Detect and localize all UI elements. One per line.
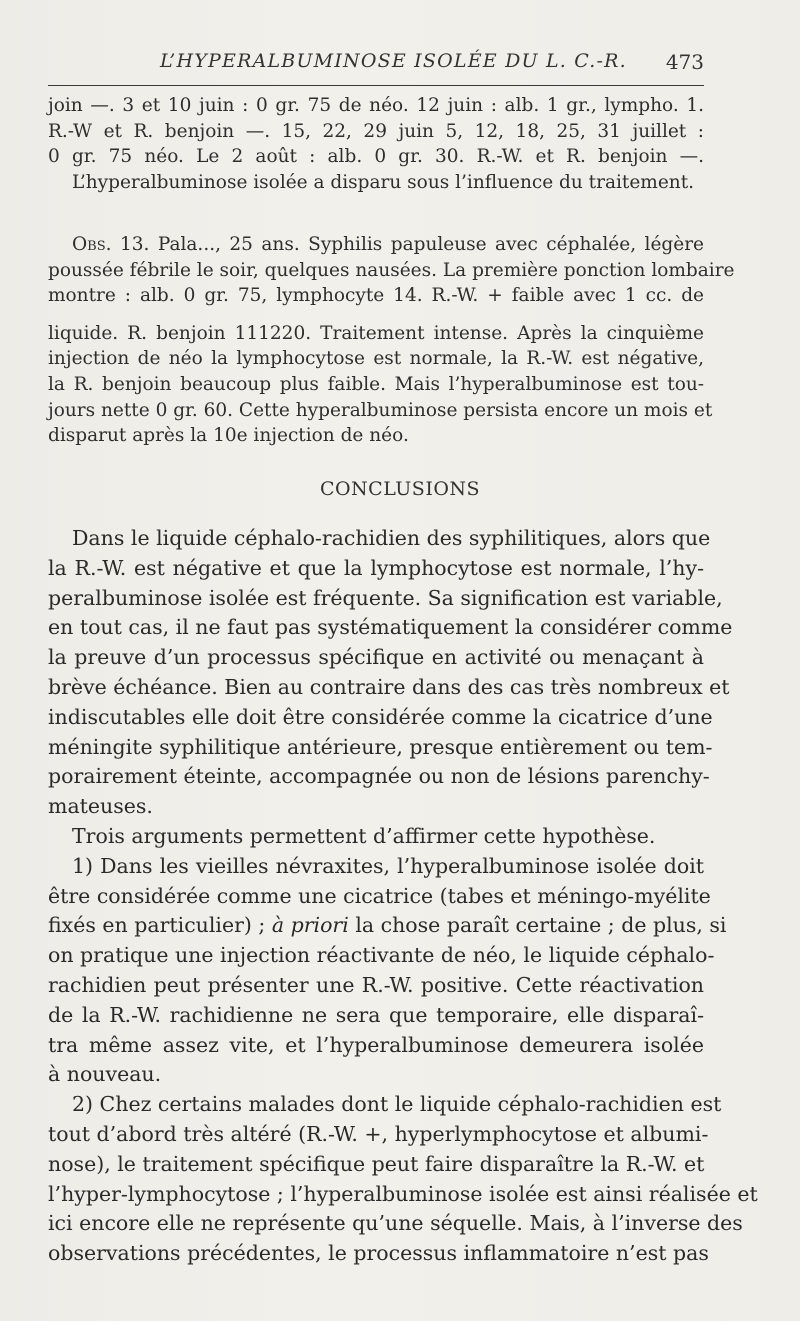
- page-number: 473: [665, 50, 704, 74]
- text-line: observations précédentes, le processus inflammatoire n’est pas: [48, 1241, 709, 1266]
- text-line-content: Pala..., 25 ans. Syphilis papuleuse avec céphalée, légère: [157, 234, 704, 255]
- text-line: Trois arguments permettent d’affirmer cette hypothèse.: [72, 823, 656, 848]
- running-title: L’HYPERALBUMINOSE ISOLÉE DU L. C.-R.: [160, 50, 627, 72]
- text-line: porairement éteinte, accompagnée ou non de lésions parenchy-: [48, 764, 710, 789]
- text-line: L’hyperalbuminose isolée a disparu sous l’influence du traitement.: [72, 171, 695, 193]
- text-line: liquide. R. benjoin 111220. Traitement intense. Après la cinquième: [48, 322, 704, 344]
- text-line: l’hyper-lymphocytose ; l’hyperalbuminose isolée est ainsi réalisée et: [48, 1181, 758, 1206]
- text-line: Dans le liquide céphalo-rachidien des syphilitiques, alors que: [72, 526, 711, 550]
- text-line: méningite syphilitique antérieure, presque entièrement ou tem-: [48, 734, 713, 759]
- text-line: [48, 232, 704, 258]
- obs-label: Obs. 13.: [72, 234, 150, 255]
- text-line: 1) Dans les vieilles névraxites, l’hyperalbuminose isolée doit: [72, 853, 704, 878]
- text-line: indiscutables elle doit être considérée comme la cicatrice d’une: [48, 704, 713, 729]
- text-line: peralbuminose isolée est fréquente. Sa signification est variable,: [48, 585, 723, 610]
- text-line: R.-W et R. benjoin —. 15, 22, 29 juin 5, 12, 18, 25, 31 juillet :: [48, 120, 704, 142]
- text-line: la R.-W. est négative et que la lymphocytose est normale, l’hy-: [48, 555, 704, 580]
- observation-13: [48, 232, 735, 449]
- text-line: join —. 3 et 10 juin : 0 gr. 75 de néo. 12 juin : alb. 1 gr., lympho. 1.: [48, 95, 704, 116]
- text-line: ici encore elle ne représente qu’une séquelle. Mais, à l’inverse des: [48, 1211, 743, 1236]
- text-line: la R. benjoin beaucoup plus faible. Mais l’hyperalbuminose est tou-: [48, 373, 704, 395]
- text-line: rachidien peut présenter une R.-W. positive. Cette réactivation: [48, 972, 704, 997]
- text-line: disparut après la 10e injection de néo.: [48, 425, 409, 447]
- text-line: poussée fébrile le soir, quelques nausées. La première ponction lombaire: [48, 259, 735, 281]
- text-line: de la R.-W. rachidienne ne sera que temporaire, elle disparaî-: [48, 1002, 704, 1027]
- text-line: mateuses.: [48, 794, 153, 819]
- text-line-content: la chose paraît certaine ; de plus, si: [355, 913, 727, 938]
- text-line: brève échéance. Bien au contraire dans des cas très nombreux et: [48, 674, 730, 699]
- text-line: la preuve d’un processus spécifique en activité ou menaçant à: [48, 645, 704, 670]
- section-heading: CONCLUSIONS: [319, 478, 481, 500]
- text-line: à nouveau.: [48, 1062, 162, 1087]
- italic-phrase: à priori: [271, 913, 349, 938]
- text-line: être considérée comme une cicatrice (tabes et méningo-myélite: [48, 883, 711, 908]
- text-line: montre : alb. 0 gr. 75, lymphocyte 14. R.-W. + faible avec 1 cc. de: [48, 285, 704, 307]
- observation-12-end: [48, 93, 704, 195]
- conclusions-text: [48, 524, 758, 1269]
- text-line: injection de néo la lymphocytose est normale, la R.-W. est négative,: [48, 348, 704, 370]
- text-line: 2) Chez certains malades dont le liquide céphalo-rachidien est: [72, 1092, 722, 1117]
- text-line: tout d’abord très altéré (R.-W. +, hyperlymphocytose et albumi-: [48, 1121, 709, 1146]
- text-line: [48, 911, 727, 941]
- page-header: [48, 50, 704, 80]
- text-line: jours nette 0 gr. 60. Cette hyperalbuminose persista encore un mois et: [48, 399, 713, 421]
- text-line: 0 gr. 75 néo. Le 2 août : alb. 0 gr. 30. R.-W. et R. benjoin —.: [48, 146, 704, 168]
- text-line: on pratique une injection réactivante de néo, le liquide céphalo-: [48, 943, 715, 968]
- text-line: tra même assez vite, et l’hyperalbuminose demeurera isolée: [48, 1032, 704, 1057]
- text-line: en tout cas, il ne faut pas systématiquement la considérer comme: [48, 615, 733, 640]
- header-rule: [48, 85, 704, 86]
- text-line: nose), le traitement spécifique peut faire disparaître la R.-W. et: [48, 1151, 705, 1176]
- text-line-content: fixés en particulier) ;: [48, 913, 266, 938]
